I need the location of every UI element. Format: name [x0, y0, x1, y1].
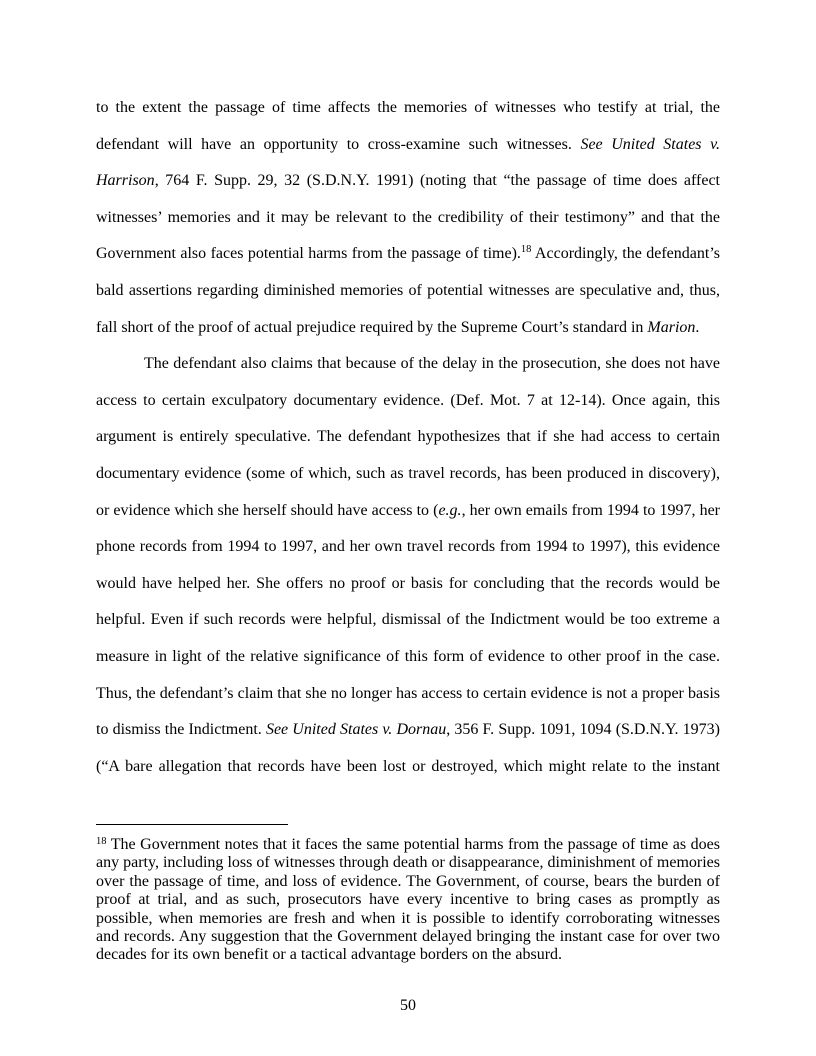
- eg-abbreviation: e.g.: [438, 501, 462, 519]
- page-number: 50: [400, 997, 416, 1014]
- citation-harrison: See United States v. Harrison: [96, 135, 720, 190]
- paragraph-2-text-1: The defendant also claims that because of the delay in the prosecution, she does not have access to certain exculpatory documentary evidence. (Def. Mot. 7 at 12-14). Once again, this argument is entirely speculative. The defendant hypothesizes that if she had access to certain documentary evidence (some of which, such as travel records, has been produced in discovery), or evidence which she herself should have access to (: [96, 355, 720, 519]
- body-text: [96, 90, 720, 785]
- paragraph-2-text-2: , her own emails from 1994 to 1997, her phone records from 1994 to 1997, and her own travel records from 1994 to 1997), this evidence would have helped her. She offers no proof or basis for concluding that the records would be helpful. Even if such records were helpful, dismissal of the Indictment would be too extreme a measure in light of the relative significance of this form of evidence to other proof in the case. Thus, the defendant’s claim that she no longer has access to certain evidence is not a proper basis to dismiss the Indictment.: [96, 501, 720, 739]
- paragraph-1: [96, 90, 720, 346]
- paragraph-1-text-4: .: [695, 318, 700, 336]
- paragraph-1-text-3: Accordingly, the defendant’s bald assertions regarding diminished memories of potential witnesses are speculative and, thus, fall short of the proof of actual prejudice required by the Supreme Court’s standard in: [96, 245, 720, 336]
- paragraph-1-text-1: to the extent the passage of time affects the memories of witnesses who testify at trial, the defendant will have an opportunity to cross-examine such witnesses.: [96, 99, 720, 153]
- footnote-separator: [96, 824, 288, 825]
- case-name-marion: Marion: [647, 318, 696, 336]
- paragraph-1-text-2: , 764 F. Supp. 29, 32 (S.D.N.Y. 1991) (noting that “the passage of time does affect witnesses’ memories and it may be relevant to the credibility of their testimony” and that the Government also faces potential harms from the passage of time).: [96, 172, 720, 263]
- footnote-text: The Government notes that it faces the same potential harms from the passage of time as does any party, including loss of witnesses through death or disappearance, diminishment of memories over the passage of time, and loss of evidence. The Government, of course, bears the burden of proof at trial, and as such, prosecutors have every incentive to bring cases as promptly as possible, when memories are fresh and when it is possible to identify corroborating witnesses and records. Any suggestion that the Government delayed bringing the instant case for over two decades for its own benefit or a tactical advantage borders on the absurd.: [96, 836, 720, 964]
- footnote-reference: 18: [520, 244, 532, 256]
- footnote-number: 18: [96, 836, 107, 847]
- paragraph-2-text-3: , 356 F. Supp. 1091, 1094 (S.D.N.Y. 1973) (“A bare allegation that records have been lost or destroyed, which might relate to the instant: [96, 721, 721, 775]
- citation-dornau: See United States v. Dornau: [265, 721, 447, 739]
- paragraph-2: [96, 346, 720, 785]
- footnote-18: [96, 836, 720, 965]
